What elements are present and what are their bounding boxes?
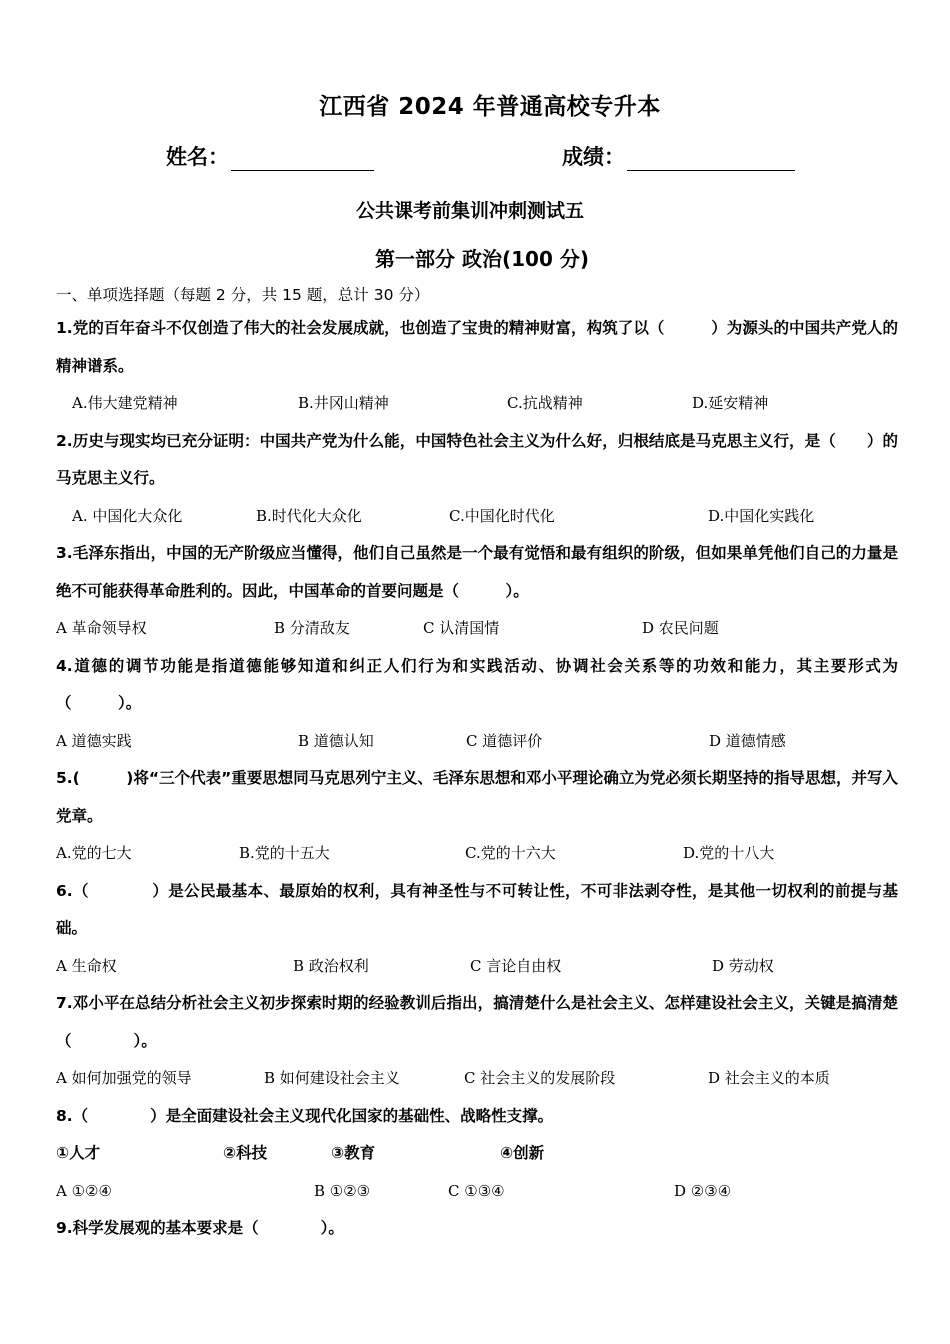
question bbox=[56, 1210, 898, 1248]
name-field bbox=[166, 141, 374, 171]
option-a: A 生命权 bbox=[56, 956, 117, 975]
option-b: B.时代化大众化 bbox=[256, 506, 362, 525]
options-row bbox=[56, 1173, 898, 1211]
score-blank-line bbox=[627, 146, 795, 171]
option-b: B 道德认知 bbox=[298, 731, 374, 750]
question bbox=[56, 985, 898, 1098]
option-c: C ①③④ bbox=[448, 1181, 505, 1200]
option-a: A ①②④ bbox=[56, 1181, 112, 1200]
option-b: B ①②③ bbox=[314, 1181, 371, 1200]
question-stem: 3.毛泽东指出，中国的无产阶级应当懂得，他们自己虽然是一个最有觉悟和最有组织的阶级，但如果单凭他们自己的力量是绝不可能获得革命胜利的。因此，中国革命的首要问题是（ ）。 bbox=[56, 544, 898, 600]
option-d: D 劳动权 bbox=[712, 956, 774, 975]
section-title: 一、单项选择题（每题 2 分，共 15 题，总计 30 分） bbox=[56, 286, 430, 304]
question bbox=[56, 535, 898, 648]
option-d: D.中国化实践化 bbox=[708, 506, 815, 525]
question-stem: 6.（ ）是公民最基本、最原始的权利，具有神圣性与不可转让性，不可非法剥夺性，是其他一切权利的前提与基础。 bbox=[56, 881, 898, 937]
question-stem: 5.( )将“三个代表”重要思想同马克思列宁主义、毛泽东思想和邓小平理论确立为党必须长期坚持的指导思想，并写入党章。 bbox=[56, 769, 898, 825]
option-d: D.延安精神 bbox=[692, 394, 769, 412]
question-stem: 2.历史与现实均已充分证明：中国共产党为什么能，中国特色社会主义为什么好，归根结底是马克思主义行，是（ ）的马克思主义行。 bbox=[56, 431, 898, 487]
question bbox=[56, 648, 898, 761]
items-row bbox=[56, 1135, 898, 1173]
option-a: A 道德实践 bbox=[56, 731, 132, 750]
question-stem: 4.道德的调节功能是指道德能够知道和纠正人们行为和实践活动、协调社会关系等的功效和能力，其主要形式为（ ）。 bbox=[56, 656, 898, 712]
options-row bbox=[56, 1060, 898, 1098]
part-title: 第一部分 政治(100 分) bbox=[375, 247, 589, 271]
option-b: B 如何建设社会主义 bbox=[264, 1069, 400, 1087]
option-d: D ②③④ bbox=[674, 1181, 732, 1200]
options-row bbox=[56, 385, 898, 423]
options-row bbox=[56, 835, 898, 873]
option-a: A 革命领导权 bbox=[56, 619, 147, 637]
item-1: ①人才 bbox=[56, 1144, 101, 1162]
options-row bbox=[56, 948, 898, 986]
option-d: D 农民问题 bbox=[642, 619, 719, 637]
option-b: B.党的十五大 bbox=[239, 844, 330, 862]
question-stem: 8.（ ）是全面建设社会主义现代化国家的基础性、战略性支撑。 bbox=[56, 1106, 554, 1125]
question bbox=[56, 423, 898, 536]
option-d: D 社会主义的本质 bbox=[708, 1069, 830, 1087]
option-c: C 社会主义的发展阶段 bbox=[464, 1069, 616, 1087]
exam-title: 江西省 2024 年普通高校专升本 bbox=[319, 94, 661, 120]
option-a: A.伟大建党精神 bbox=[72, 394, 178, 412]
options-row bbox=[56, 610, 898, 648]
question bbox=[56, 873, 898, 986]
option-c: C 言论自由权 bbox=[470, 956, 562, 975]
score-label: 成绩： bbox=[562, 145, 625, 169]
options-row bbox=[56, 498, 898, 536]
option-c: C.中国化时代化 bbox=[449, 506, 555, 525]
question-stem: 7.邓小平在总结分析社会主义初步探索时期的经验教训后指出，搞清楚什么是社会主义、怎样建设社会主义，关键是搞清楚（ ）。 bbox=[56, 994, 898, 1050]
option-c: C.党的十六大 bbox=[465, 844, 556, 862]
question-list bbox=[56, 310, 898, 1248]
score-field bbox=[562, 141, 795, 171]
question-stem: 1.党的百年奋斗不仅创造了伟大的社会发展成就，也创造了宝贵的精神财富，构筑了以（ ）为源头的中国共产党人的精神谱系。 bbox=[56, 319, 898, 375]
options-row bbox=[56, 723, 898, 761]
option-a: A. 中国化大众化 bbox=[72, 506, 183, 525]
name-label: 姓名： bbox=[166, 145, 229, 169]
option-c: C 认清国情 bbox=[423, 619, 500, 637]
question bbox=[56, 310, 898, 423]
option-c: C 道德评价 bbox=[466, 731, 543, 750]
option-b: B 分清敌友 bbox=[274, 619, 350, 637]
option-a: A 如何加强党的领导 bbox=[56, 1069, 192, 1087]
option-b: B.井冈山精神 bbox=[298, 394, 389, 412]
item-2: ②科技 bbox=[223, 1144, 268, 1162]
option-a: A.党的七大 bbox=[56, 844, 132, 862]
question bbox=[56, 760, 898, 873]
question-stem: 9.科学发展观的基本要求是（ ）。 bbox=[56, 1219, 344, 1237]
option-d: D.党的十八大 bbox=[683, 844, 775, 862]
option-b: B 政治权利 bbox=[293, 956, 369, 975]
item-4: ④创新 bbox=[500, 1144, 545, 1162]
item-3: ③教育 bbox=[331, 1144, 376, 1162]
option-c: C.抗战精神 bbox=[507, 394, 583, 412]
exam-subtitle: 公共课考前集训冲刺测试五 bbox=[355, 200, 584, 222]
option-d: D 道德情感 bbox=[709, 731, 786, 750]
question bbox=[56, 1098, 898, 1211]
name-blank-line bbox=[231, 146, 374, 171]
